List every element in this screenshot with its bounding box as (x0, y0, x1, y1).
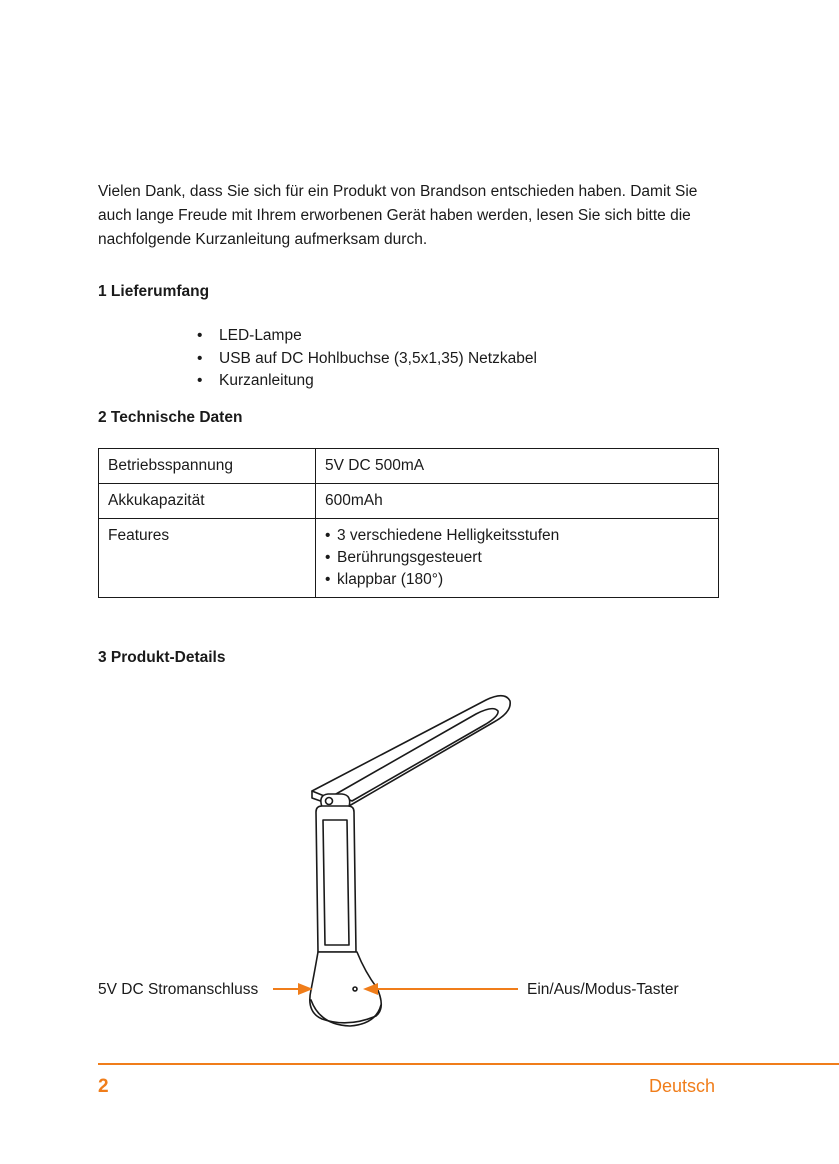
section-heading-specs: 2 Technische Daten (98, 409, 243, 426)
section-heading-scope: 1 Lieferumfang (98, 283, 210, 300)
list-item: • 3 verschiedene Helligkeitsstufen (325, 525, 709, 547)
list-item: • klappbar (180°) (325, 569, 709, 591)
section-heading-details: 3 Produkt-Details (98, 649, 226, 666)
table-cell-value: 600mAh (316, 484, 719, 519)
page-number: 2 (98, 1076, 109, 1097)
table-cell-value: 5V DC 500mA (316, 449, 719, 484)
footer-language: Deutsch (649, 1076, 716, 1096)
table-cell-label: Features (99, 519, 316, 598)
lamp-stem (316, 806, 356, 952)
table-cell-label: Akkukapazität (99, 484, 316, 519)
list-item: • LED-Lampe (197, 325, 537, 348)
label-power-port: 5V DC Stromanschluss (98, 981, 259, 998)
list-item: • Kurzanleitung (197, 370, 537, 393)
list-item: • Berührungsgesteuert (325, 547, 709, 569)
table-cell-label: Betriebsspannung (99, 449, 316, 484)
list-item: • USB auf DC Hohlbuchse (3,5x1,35) Netzkabel (197, 348, 537, 371)
footer-divider (98, 1063, 839, 1065)
label-mode-button: Ein/Aus/Modus-Taster (527, 981, 679, 998)
intro-paragraph: Vielen Dank, dass Sie sich für ein Produkt von Brandson entschieden haben. Damit Sie auch lange Freude mit Ihrem erworbenen Gerät haben werden, lesen Sie sich bitte die nachfolgende Kurzanleitung aufmerksam durch. (98, 183, 698, 248)
